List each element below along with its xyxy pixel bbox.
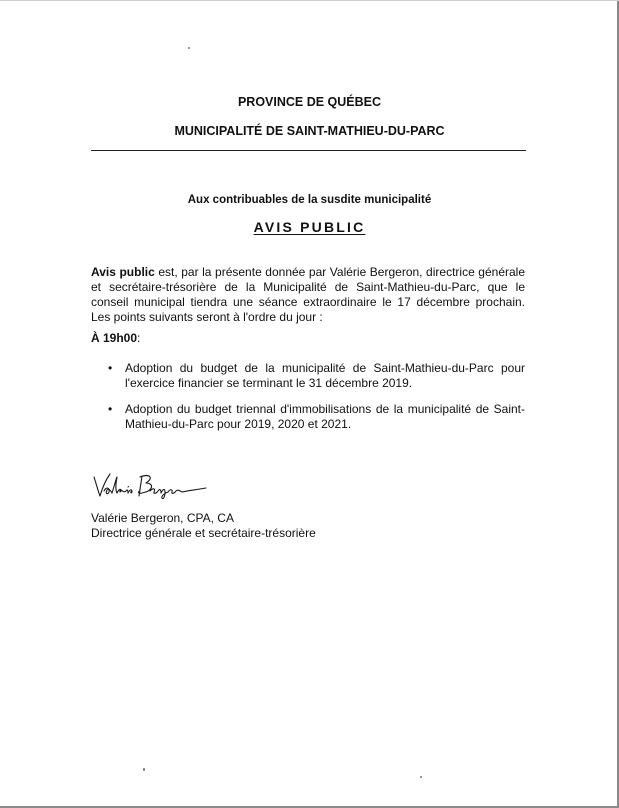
agenda-time: À 19h00	[91, 331, 138, 345]
signer-title: Directrice générale et secrétaire-trésorière	[91, 526, 316, 540]
bullet-icon: •	[108, 361, 113, 375]
notice-lead-bold: Avis public	[91, 265, 155, 279]
header-divider	[91, 150, 526, 151]
scan-speck	[188, 47, 190, 49]
agenda-item	[108, 402, 525, 432]
scan-speck	[143, 768, 145, 771]
province-heading: PROVINCE DE QUÉBEC	[237, 95, 382, 109]
agenda-time-suffix: :	[137, 331, 141, 345]
scan-speck	[420, 776, 422, 778]
bullet-icon: •	[108, 402, 113, 416]
agenda-item-text: Adoption du budget triennal d'immobilisations de la municipalité de Saint-Mathieu-du-Parc pour 2019, 2020 et 2021.	[125, 402, 525, 431]
page-edge	[0, 0, 619, 1]
notice-title	[0, 219, 619, 237]
notice-title-text: AVIS PUBLIC	[253, 219, 366, 235]
agenda-item-text: Adoption du budget de la municipalité de Saint-Mathieu-du-Parc pour l'exercice financier se terminant le 31 décembre 2019.	[125, 361, 525, 390]
notice-body-paragraph	[91, 265, 525, 325]
signer-name: Valérie Bergeron, CPA, CA	[91, 511, 234, 525]
agenda-item	[108, 361, 525, 391]
agenda-time-label	[91, 331, 140, 345]
agenda-list	[108, 361, 525, 443]
notice-lead-text: est, par la présente donnée par Valérie Bergeron, directrice générale et secrétaire-trésorière de la Municipalité de Saint-Mathieu-du-Parc, que le conseil municipal tiendra une séance extraordinaire le 17 décembre prochain. Les points suivants seront à l'ordre du jour :	[91, 265, 525, 324]
municipality-heading: MUNICIPALITÉ DE SAINT-MATHIEU-DU-PARC	[174, 124, 445, 138]
addressee-line: Aux contribuables de la susdite municipalité	[187, 194, 432, 206]
handwritten-signature	[90, 469, 210, 503]
